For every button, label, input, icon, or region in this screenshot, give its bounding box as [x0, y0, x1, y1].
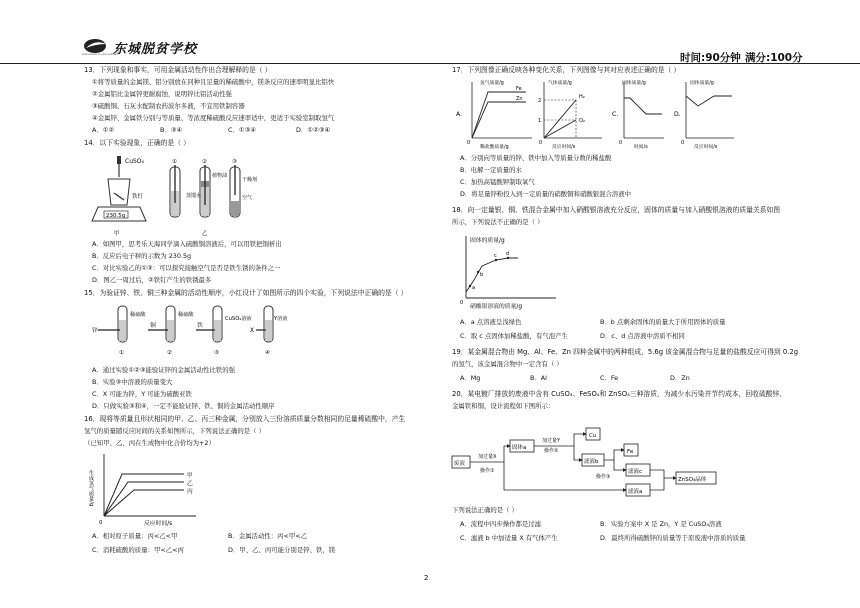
q19-option-a[interactable]: A．Mg — [460, 374, 481, 382]
flow-cu-text: Cu — [589, 433, 597, 439]
q18-label-a: a — [472, 285, 476, 291]
q18-label-d: d — [506, 251, 510, 257]
plant-oil-label: 植物油 — [212, 173, 228, 179]
header-divider — [0, 63, 860, 64]
q18-point-d — [507, 257, 509, 259]
q16-stem-1: 16．现将等质量且形状相同的甲、乙、丙三种金属，分别放入三份溶质质量分数相同的足量稀硫酸中，产生 — [84, 415, 406, 423]
h2so4-1-label: 稀硫酸 — [130, 312, 146, 318]
q17-d-letter: D. — [674, 111, 681, 118]
q16-chart — [88, 450, 218, 528]
flow-op1-text: 操作① — [480, 468, 495, 474]
q17-b-h2-label: H₂ — [579, 94, 585, 100]
flow-fe-text: Fe — [627, 449, 634, 455]
q17-b-series-h2 — [544, 100, 576, 138]
q19-option-b[interactable]: B．Al — [530, 374, 547, 382]
q13-item-1: ①将等质量的金属镁、铝分别放在同种且足量的稀硫酸中，镁条反应的速率明显比铝快 — [92, 78, 335, 86]
flow-waste-text: 废液 — [454, 461, 466, 467]
q17-a-series-zn — [472, 102, 526, 138]
q20-stem-1: 20．某电镀厂排放的废液中含有 CuSO₄、FeSO₄和 ZnSO₄三种溶质，为减少水污染并节约成本，回收硫酸锌、 — [452, 390, 787, 398]
q16-option-b[interactable]: B．金属活动性：丙<甲<乙 — [228, 532, 307, 540]
q20-flowchart — [446, 414, 736, 502]
q18-label-c: c — [494, 253, 497, 259]
q16-series-bing — [104, 490, 184, 516]
q17-option-d[interactable]: D．将足量锌粉投入到一定质量的硝酸铜和硝酸银混合溶液中 — [460, 190, 632, 198]
q18-chart — [456, 232, 596, 312]
q17-d-ylabel: 固体质量/g — [690, 81, 714, 86]
dry-agent-label: 干燥剂 — [242, 177, 258, 183]
test-tube-1 — [170, 165, 180, 217]
q18-label-b: b — [480, 272, 484, 278]
q17-b-xlabel: 反应时间/s — [552, 145, 576, 150]
school-name: 东城脱贫学校 — [113, 42, 198, 57]
q18-ylabel: 固体的质量/g — [470, 238, 505, 244]
q18-option-d[interactable]: D．c、d 点溶液中溶质不相同 — [600, 332, 685, 340]
flow-op3-text: 操作③ — [596, 474, 611, 480]
page-number: 2 — [424, 574, 429, 582]
q19-option-d[interactable]: D．Zn — [670, 374, 690, 382]
q19-stem-2: 的氢气，该金属混合物中一定含有（ ） — [452, 360, 563, 368]
q15-tube-1 — [98, 306, 127, 342]
flow-znso4-text: ZnSO₄晶体 — [678, 477, 707, 483]
q17-c-origin: 0 — [619, 140, 623, 146]
q18-point-c — [495, 259, 497, 261]
full-score: 满分:100分 — [745, 52, 803, 64]
q17-b-tick-2: 2 — [538, 98, 542, 104]
q17-a-ylabel: 氢气质量/g — [480, 81, 504, 86]
q14-figure — [90, 151, 280, 239]
flow-add-x-text: 加过量X — [478, 454, 497, 460]
fig-yi-label: 乙 — [202, 231, 208, 237]
q15-n4: ④ — [265, 350, 270, 356]
tube-2-label: ② — [202, 159, 207, 165]
fig-jia-label: 甲 — [114, 231, 120, 237]
q16-stem-2: 氢气的质量随反应时间的关系如图所示，下列说法正确的是（ ） — [84, 427, 265, 435]
q16-ylabel-text: 生成氢气质量/g — [88, 470, 94, 507]
q16-xlabel: 反应时间/s — [144, 521, 173, 527]
q15-tube-4 — [256, 306, 273, 342]
q16-series-jia — [104, 474, 184, 516]
q19-stem-1: 19．某金属混合物由 Mg、Al、Fe、Zn 四种金属中的两种组成，5.6g 该金属混合物与足量的盐酸反应可得到 0.2g — [452, 348, 799, 356]
q13-option-b[interactable]: B．③④ — [160, 126, 183, 134]
q14-option-b[interactable]: B．反应后电子秤的示数为 230.5g — [92, 252, 192, 260]
q18-xlabel: 硝酸银溶液的质量/g — [470, 304, 523, 310]
q13-item-4: ④金属锌、金属铁分别与等质量、等浓度稀硫酸反应速率适中，更适于实验室制取氢气 — [92, 114, 335, 122]
q20-stem-2: 金属铁和铜，设计流程如下图所示： — [452, 402, 555, 410]
cuso4-solution-label: CuSO₄溶液 — [225, 316, 252, 322]
q15-figure — [88, 302, 288, 358]
q16-ylabel — [88, 469, 94, 507]
cuso4-label: CuSO₄ — [125, 158, 144, 165]
q13-stem: 13．下列现象和事实，可用金属活动性作出合理解释的是（ ） — [84, 66, 272, 74]
zinc-label: 锌 — [92, 328, 98, 334]
q17-b-origin: 0 — [539, 140, 543, 146]
q17-c-series — [624, 98, 662, 114]
q17-d-origin: 0 — [681, 140, 685, 146]
q13-item-2: ②金属铝比金属锌更耐腐蚀，说明锌比铝活动性强 — [92, 90, 232, 98]
school-emblem-icon — [82, 36, 110, 56]
q17-c-letter: C. — [612, 111, 619, 118]
q20-option-d[interactable]: D．最终所得硫酸锌的质量等于原废液中溶质的质量 — [600, 534, 746, 542]
q13-item-3: ③硫酸铜、石灰水配制农药波尔多液，不宜用铁制容器 — [92, 102, 245, 110]
q17-charts — [452, 76, 752, 152]
beaker-shape — [108, 179, 130, 205]
test-tube-3 — [230, 165, 240, 217]
q18-stem-2: 所示，下列说法不正确的是（ ） — [452, 218, 544, 226]
q18-point-b — [477, 271, 479, 273]
q17-a-fe-label: Fe — [516, 86, 522, 92]
q16-origin: 0 — [99, 520, 103, 526]
q17-option-c[interactable]: C．加热高锰酸钾制取氧气 — [460, 178, 535, 186]
h2so4-2-label: 稀硫酸 — [178, 312, 194, 318]
q15-n3: ③ — [214, 350, 219, 356]
school-logo-caption: DONGCHENG TUOPIN XUEXIAO — [82, 54, 118, 56]
balance-reading: 230.5g — [106, 213, 126, 219]
q13-option-c[interactable]: C．①③④ — [228, 126, 257, 134]
y-solution-label: Y溶液 — [274, 316, 288, 322]
q16-label-jia: 甲 — [187, 473, 193, 479]
q18-option-a[interactable]: A．a 点溶液呈浅绿色 — [460, 318, 522, 326]
q17-c-ylabel: 固体质量/g — [622, 81, 646, 86]
q14-stem: 14．以下实验现象，正确的是（ ） — [84, 139, 190, 147]
q13-option-a[interactable]: A．①② — [92, 126, 115, 134]
q15-option-d[interactable]: D．只做实验③和④，一定不能验证锌、铁、铜的金属活动性顺序 — [92, 402, 275, 410]
test-tube-2 — [200, 165, 210, 217]
q13-option-d[interactable]: D．①②③④ — [296, 126, 331, 134]
q16-label-bing: 丙 — [187, 489, 193, 495]
tube-1-label: ① — [172, 159, 177, 165]
q15-stem: 15．为验证锌、铁、铜三种金属的活动性顺序，小红设计了如图所示的四个实验，下列说法中正确的是（ ） — [84, 289, 408, 297]
q20-option-c[interactable]: C．滤液 b 中加适量 X 有气体产生 — [460, 534, 558, 542]
iron-nail-label: 铁钉 — [132, 194, 144, 200]
flow-filtrate-a-text: 滤液a — [628, 489, 643, 495]
air-label: 空气 — [242, 195, 253, 201]
q17-b-o2-label: O₂ — [579, 118, 585, 124]
q15-option-a[interactable]: A．通过实验①②③能验证锌的金属活动性比铁的强 — [92, 366, 235, 374]
q17-b-tick-1: 1 — [538, 118, 542, 124]
q18-stem-1: 18．向一定量银、铜、铁混合金属中加入硝酸银溶液充分反应，固体的质量与加入硝酸银溶液的质量关系如图 — [452, 206, 781, 214]
q20-option-a[interactable]: A．流程中四步操作都是过滤 — [460, 520, 542, 528]
q17-option-a[interactable]: A．分别向等质量的锌、铁中加入等质量分数的稀盐酸 — [460, 154, 612, 162]
q16-option-a[interactable]: A．相对原子质量：丙<乙<甲 — [92, 532, 178, 540]
q14-option-c[interactable]: C．对比实验乙的①③：可以探究接触空气是否是铁生锈的条件之一 — [92, 264, 281, 272]
q17-b-series-o2 — [544, 120, 576, 138]
flow-filtrate-c-text: 滤液c — [628, 469, 643, 475]
q20-stem-3: 下列说法正确的是（ ） — [452, 506, 518, 514]
q17-a-zn-label: Zn — [516, 96, 523, 102]
q17-d-series — [686, 96, 732, 106]
q17-c-xlabel: 时间/s — [634, 145, 648, 150]
q18-option-b[interactable]: B．b 点剩余固体的质量大于所用固体的质量 — [600, 318, 726, 326]
q17-b-ylabel: 气体质量/g — [548, 81, 572, 86]
q18-option-c[interactable]: C．取 c 点固体加稀盐酸，有气泡产生 — [460, 332, 568, 340]
copper-label: 铜 — [150, 323, 156, 329]
iron-label: 铁 — [197, 323, 203, 329]
school-logo — [82, 36, 118, 60]
q16-label-yi: 乙 — [187, 481, 193, 487]
q16-stem-3: （已知甲、乙、丙在生成物中化合价均为+2） — [84, 439, 215, 447]
q16-option-c[interactable]: C．消耗硫酸的质量：甲<乙<丙 — [92, 546, 184, 554]
q17-a-origin: 0 — [467, 140, 471, 146]
q18-point-a — [469, 285, 471, 287]
q15-option-c[interactable]: C．X 可能为锌，Y 可能为硫酸亚铁 — [92, 390, 192, 398]
q16-option-d[interactable]: D．甲、乙、丙可能分别是锌、铁、镁 — [228, 546, 336, 554]
q15-n1: ① — [119, 350, 124, 356]
q14-option-d[interactable]: D．图乙一周过后，②铁钉产生的铁锈最多 — [92, 276, 212, 284]
steam-water-label: 蒸馏水 — [186, 193, 202, 199]
q17-option-b[interactable]: B．电解一定质量的水 — [460, 166, 522, 174]
tube-3-label: ③ — [232, 159, 237, 165]
q14-option-a[interactable]: A．如图甲，思考乐天海同学滴入硫酸铜溶液后，可以用铁把铜析出 — [92, 240, 282, 248]
q15-n2: ② — [167, 350, 172, 356]
dropper-icon — [117, 156, 121, 177]
q17-a-letter: A. — [456, 111, 463, 118]
flow-op2-text: 操作② — [544, 448, 559, 454]
q17-d-xlabel: 反应时间/s — [694, 145, 718, 150]
x-label: X — [250, 328, 254, 334]
flow-solid-a-text: 固体a — [512, 445, 527, 451]
q19-option-c[interactable]: C．Fe — [600, 374, 619, 382]
flow-add-y-text: 加过量Y — [542, 438, 561, 444]
exam-time: 时间:90分钟 — [680, 52, 741, 64]
flow-filtrate-b-text: 滤液b — [584, 459, 599, 465]
q17-a-xlabel: 稀盐酸质量/g — [480, 145, 509, 150]
q20-option-b[interactable]: B．实验方案中 X 是 Zn，Y 是 CuSO₄溶液 — [600, 520, 722, 528]
q17-stem: 17．下列图像正确反映各种变化关系，下列图像与其对应表述正确的是（ ） — [452, 66, 681, 74]
q18-origin: 0 — [460, 300, 464, 306]
q15-option-b[interactable]: B．实验③中溶液的质量变大 — [92, 378, 173, 386]
